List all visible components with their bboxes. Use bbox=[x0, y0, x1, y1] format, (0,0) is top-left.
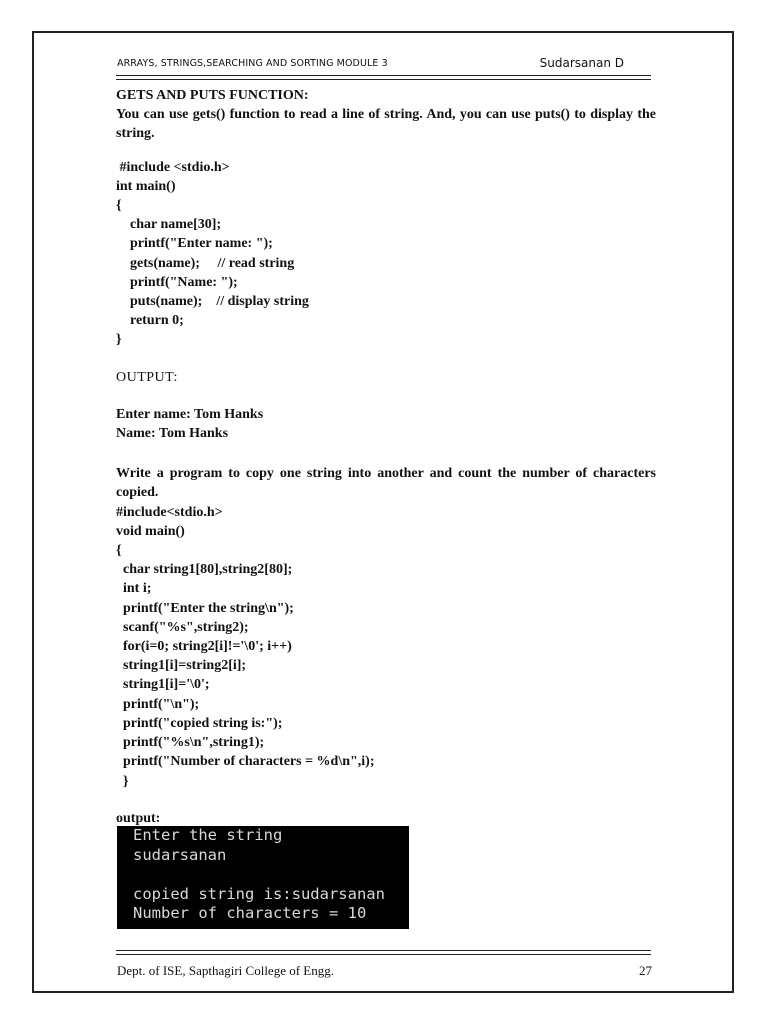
terminal-line bbox=[133, 865, 409, 885]
terminal-output bbox=[117, 826, 409, 929]
header-module-title: ARRAYS, STRINGS,SEARCHING AND SORTING MODULE 3 bbox=[117, 58, 388, 69]
code-line: printf("Enter name: "); bbox=[116, 236, 273, 252]
terminal-line: Number of characters = 10 bbox=[133, 904, 367, 923]
section1-title: GETS AND PUTS FUNCTION: bbox=[116, 88, 309, 103]
terminal-line: sudarsanan bbox=[133, 845, 227, 864]
code-line: int i; bbox=[116, 581, 152, 597]
section2-output-label: output: bbox=[116, 810, 161, 826]
code-line: printf("Name: "); bbox=[116, 274, 238, 290]
terminal-line: Enter the string bbox=[133, 826, 283, 844]
code-line: { bbox=[116, 198, 122, 214]
code-line: void main() bbox=[116, 523, 185, 539]
section1-code-block bbox=[116, 158, 656, 350]
section1-description: You can use gets() function to read a line of string. And, you can use puts() to display the string. bbox=[116, 107, 656, 142]
code-line: } bbox=[116, 773, 129, 789]
section2-title: Write a program to copy one string into another and count the number of characters copied. bbox=[116, 466, 656, 501]
page-content bbox=[116, 86, 656, 828]
code-line: { bbox=[116, 543, 122, 559]
code-line: #include <stdio.h> bbox=[116, 159, 230, 175]
code-line: #include<stdio.h> bbox=[116, 504, 223, 520]
code-line: } bbox=[116, 332, 122, 348]
section2-code-block bbox=[116, 503, 656, 791]
code-line: scanf("%s",string2); bbox=[116, 619, 249, 635]
terminal-line: copied string is:sudarsanan bbox=[133, 884, 385, 903]
footer-rule bbox=[116, 950, 651, 951]
header-rule bbox=[116, 75, 651, 76]
code-line: printf("copied string is:"); bbox=[116, 715, 283, 731]
output-line: Name: Tom Hanks bbox=[116, 426, 229, 442]
code-line: gets(name); // read string bbox=[116, 255, 295, 271]
header-rule-thin bbox=[116, 79, 651, 80]
code-line: for(i=0; string2[i]!='\0'; i++) bbox=[116, 639, 292, 655]
code-line: printf("Enter the string\n"); bbox=[116, 600, 294, 616]
code-line: printf("Number of characters = %d\n",i); bbox=[116, 754, 375, 770]
code-line: string1[i]=string2[i]; bbox=[116, 658, 247, 674]
code-line: puts(name); // display string bbox=[116, 294, 309, 310]
output-line: Enter name: Tom Hanks bbox=[116, 406, 264, 422]
header-author: Sudarsanan D bbox=[539, 56, 624, 70]
section1-output-heading: OUTPUT: bbox=[116, 369, 178, 385]
code-line: char string1[80],string2[80]; bbox=[116, 562, 293, 578]
page-number: 27 bbox=[639, 963, 652, 978]
footer-rule-thin bbox=[116, 954, 651, 955]
code-line: printf("\n"); bbox=[116, 696, 200, 712]
footer-department: Dept. of ISE, Sapthagiri College of Engg. bbox=[117, 963, 334, 978]
code-line: string1[i]='\0'; bbox=[116, 677, 210, 693]
code-line: return 0; bbox=[116, 313, 184, 329]
code-line: char name[30]; bbox=[116, 217, 222, 233]
code-line: printf("%s\n",string1); bbox=[116, 735, 265, 751]
code-line: int main() bbox=[116, 178, 176, 194]
